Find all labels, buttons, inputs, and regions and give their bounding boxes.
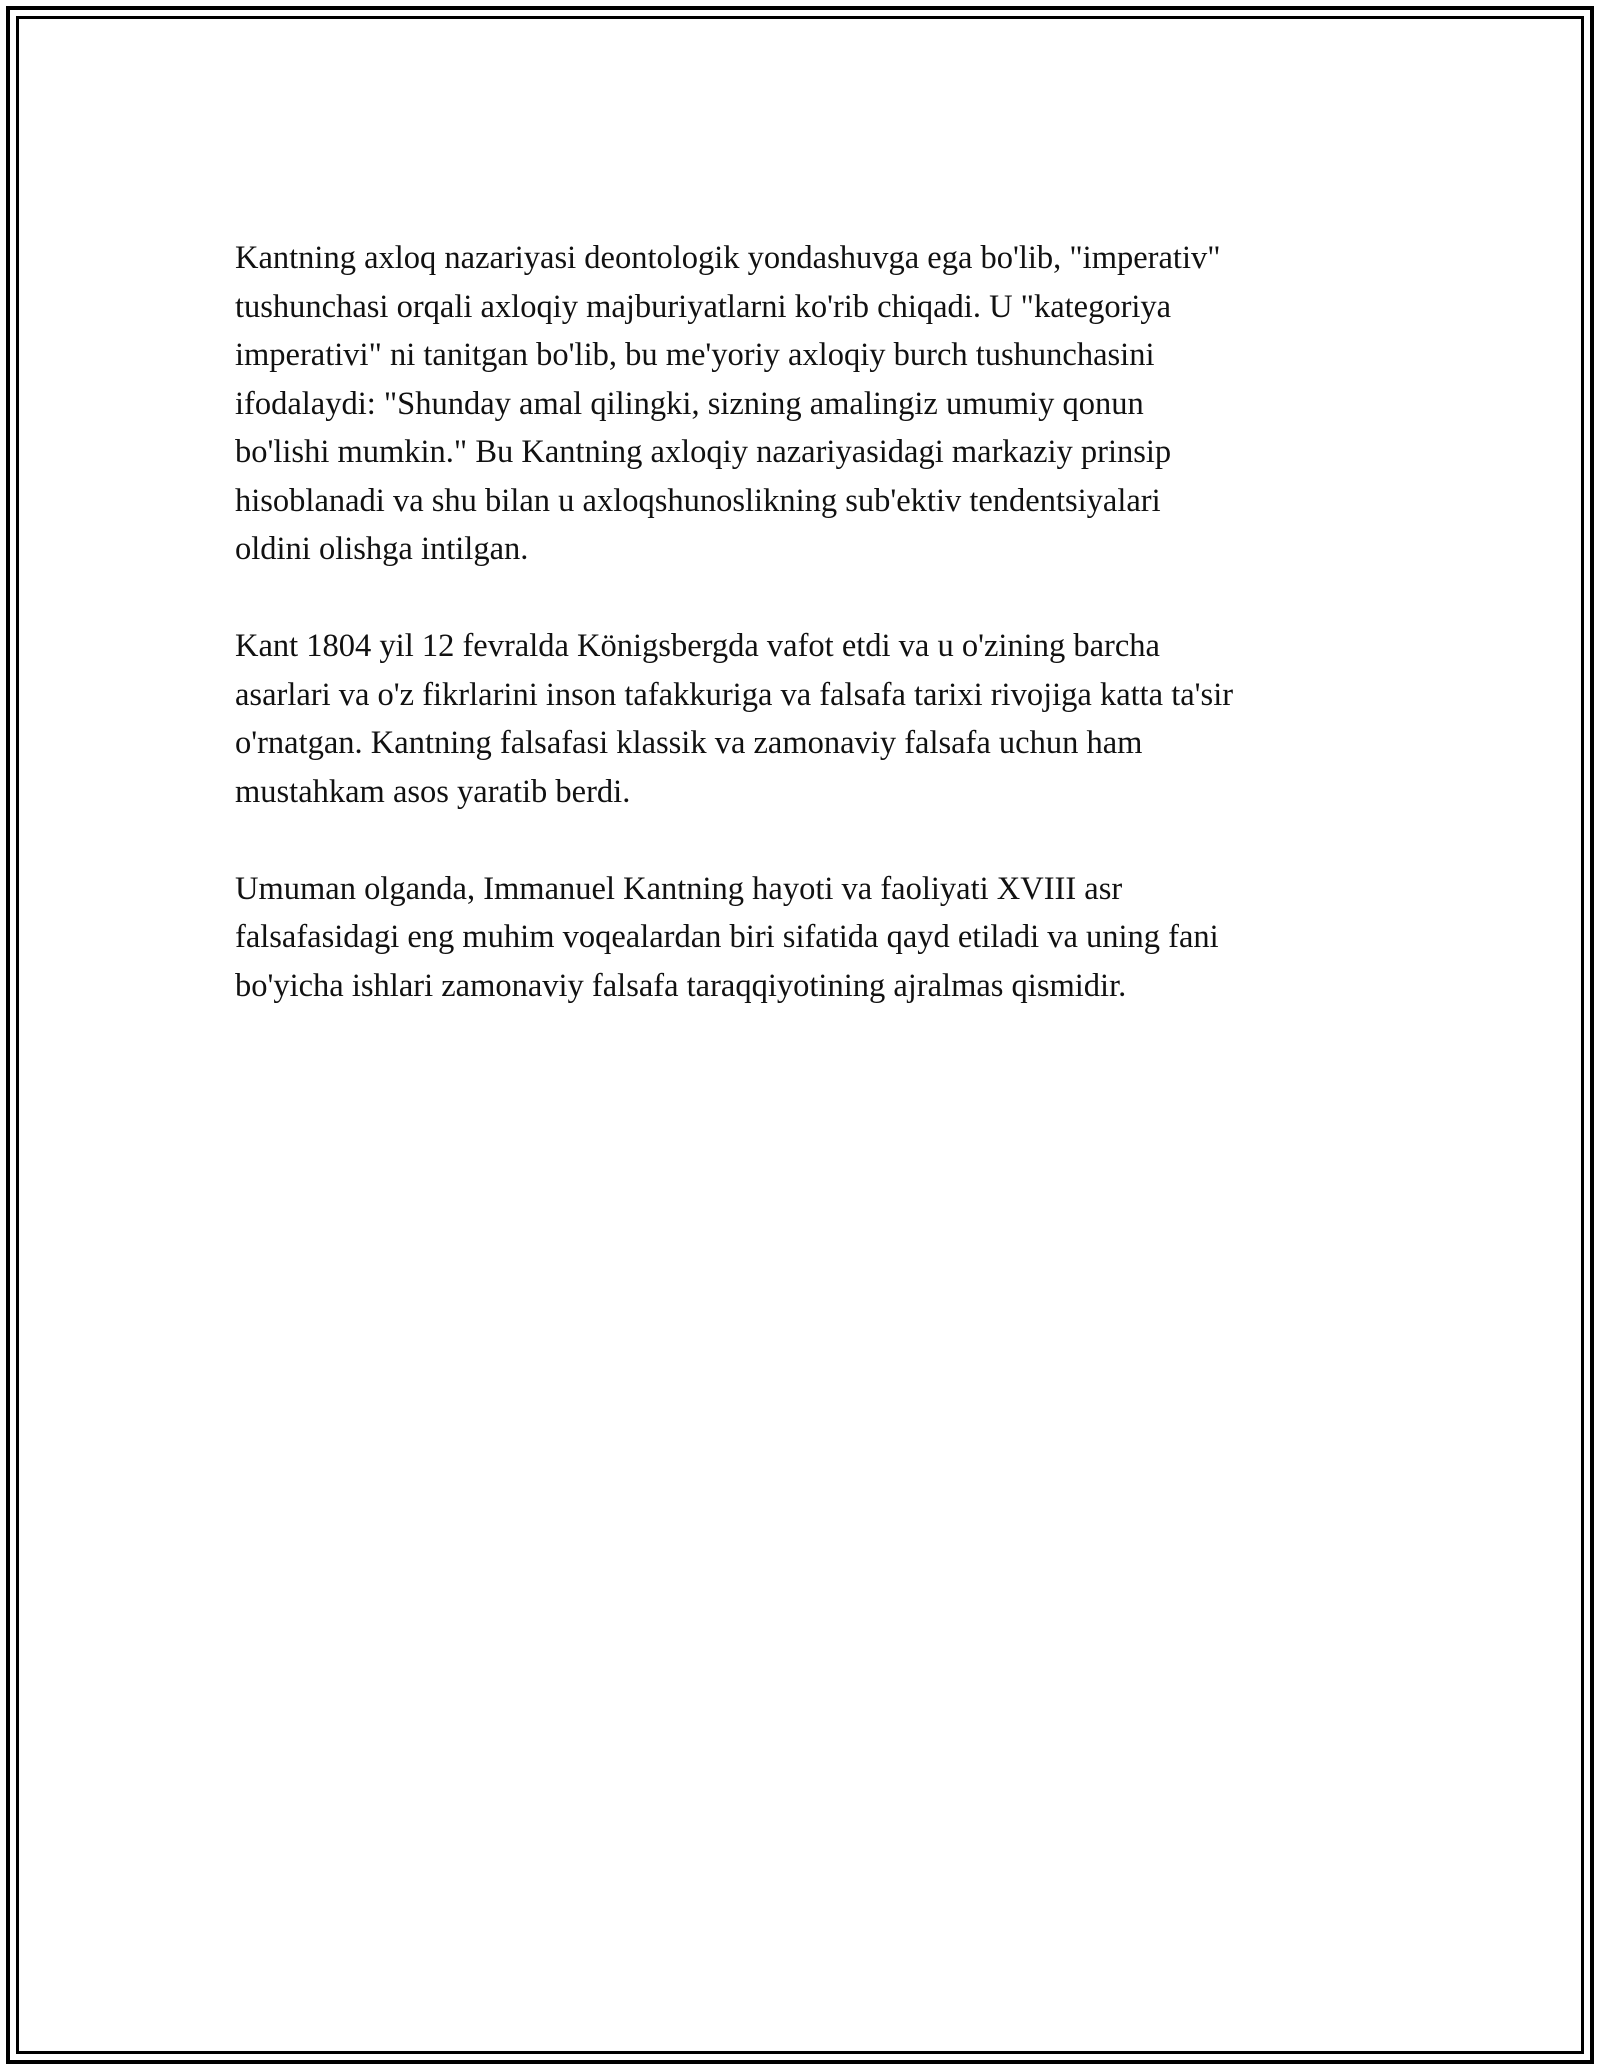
text-line: oldini olishga intilgan. (235, 531, 529, 567)
text-line: bo'lishi mumkin." Bu Kantning axloqiy nazariyasidagi markaziy prinsip (235, 434, 1172, 470)
text-line: imperativi" ni tanitgan bo'lib, bu me'yoriy axloqiy burch tushunchasini (235, 337, 1155, 373)
paragraph-kant-ethics (235, 234, 1370, 574)
text-line: Kantning axloq nazariyasi deontologik yondashuvga ega bo'lib, "imperativ" (235, 240, 1221, 276)
text-line: tushunchasi orqali axloqiy majburiyatlarni ko'rib chiqadi. U "kategoriya (235, 288, 1172, 325)
text-line: Kant 1804 yil 12 fevralda Königsbergda vafot etdi va u o'zining barcha (235, 628, 1160, 664)
text-line: o'rnatgan. Kantning falsafasi klassik va zamonaviy falsafa uchun ham (235, 725, 1143, 761)
text-line: mustahkam asos yaratib berdi. (235, 773, 631, 810)
text-line: hisoblanadi va shu bilan u axloqshunoslikning sub'ektiv tendentsiyalari (235, 482, 1161, 519)
text-line: Umuman olganda, Immanuel Kantning hayoti va faoliyati XVIII asr (235, 870, 1123, 907)
text-line: falsafasidagi eng muhim voqealardan biri sifatida qayd etiladi va uning fani (235, 919, 1219, 955)
paragraph-kant-death (235, 622, 1370, 816)
text-line: bo'yicha ishlari zamonaviy falsafa taraqqiyotining ajralmas qismidir. (235, 967, 1127, 1004)
text-line: ifodalaydi: "Shunday amal qilingki, sizning amalingiz umumiy qonun (235, 385, 1144, 422)
document-body (235, 234, 1370, 1059)
text-line: asarlari va o'z fikrlarini inson tafakkuriga va falsafa tarixi rivojiga katta ta'sir (235, 676, 1234, 713)
paragraph-conclusion (235, 865, 1370, 1011)
